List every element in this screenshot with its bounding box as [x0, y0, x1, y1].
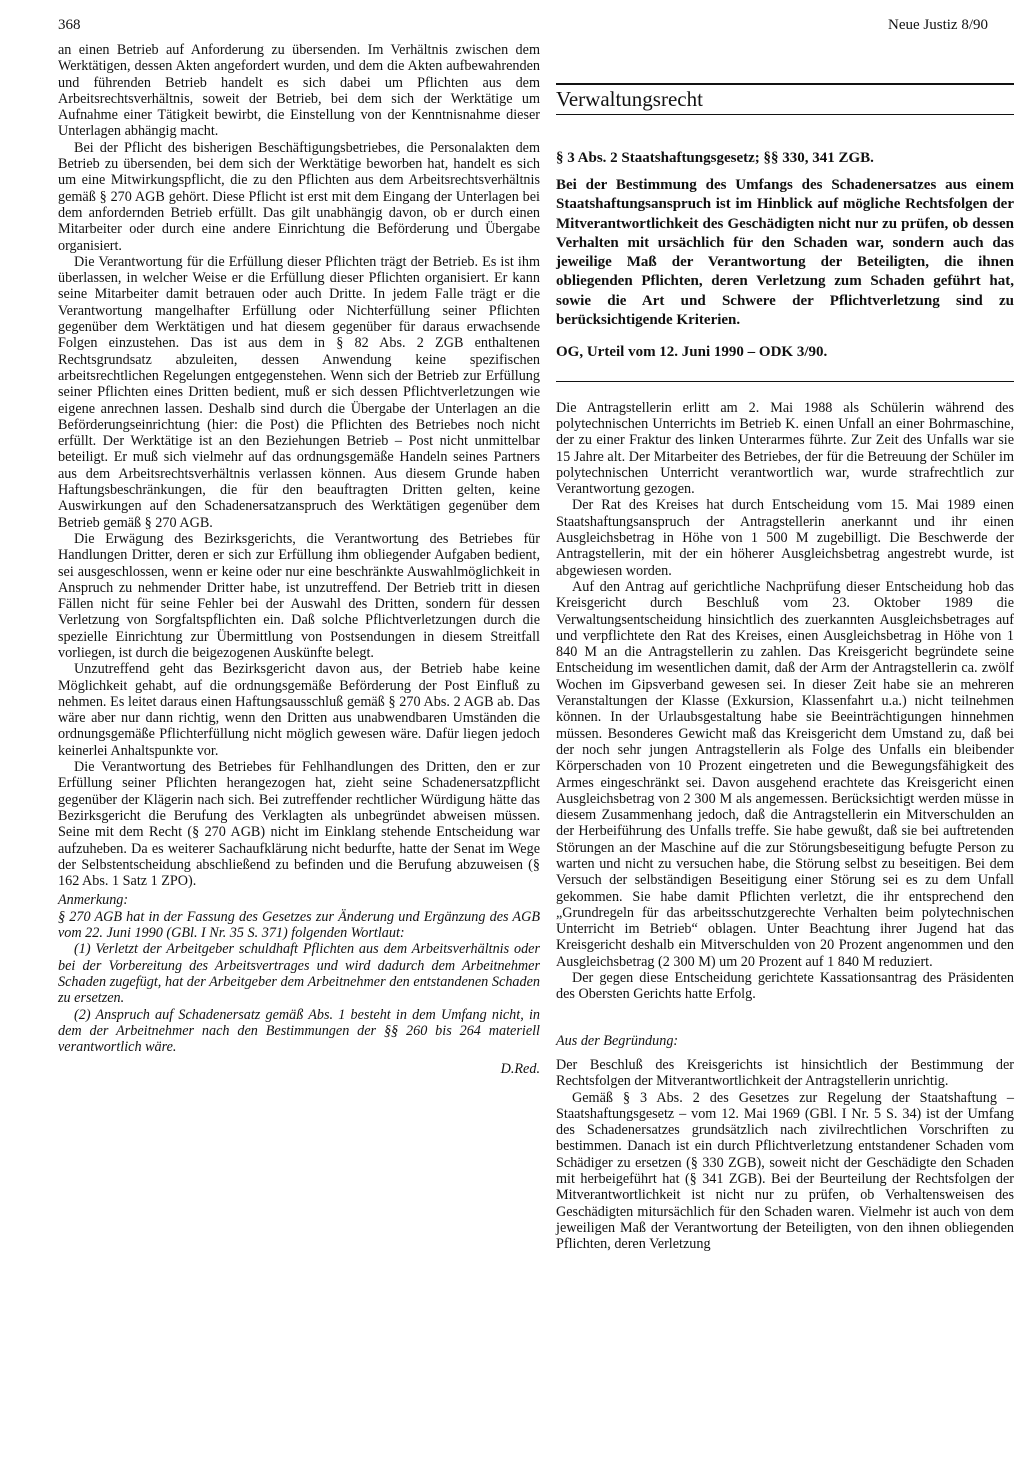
paragraph: Der Beschluß des Kreisgerichts ist hinsichtlich der Bestimmung der Rechtsfolgen der Mitverantwortlichkeit der Antragstellerin unrichtig.	[556, 1056, 1014, 1090]
section-title: Verwaltungsrecht	[556, 86, 1014, 115]
paragraph: Der Rat des Kreises hat durch Entscheidung vom 15. Mai 1989 einen Staatshaftungsanspruch der Antragstellerin anerkannt und ihr einen Ausgleichsbetrag in Höhe von 1 500 M zugebilligt. Die Beschwerde der Antragstellerin, mit der ein höherer Ausgleichsbetrag angestrebt wurde, ist abgewiesen worden.	[556, 497, 1014, 579]
right-column	[556, 86, 1014, 1253]
section-top-rule	[556, 83, 1014, 85]
journal-issue: Neue Justiz 8/90	[888, 17, 988, 33]
spacer	[556, 115, 1014, 149]
annotation-text: (1) Verletzt der Arbeitgeber schuldhaft Pflichten aus dem Arbeitsverhältnis oder bei der Vorbereitung des Arbeitsvertrages und wird dadurch dem Arbeitnehmer Schaden zugefügt, hat der Arbeitgeber dem Arbeitnehmer den entstandenen Schaden zu ersetzen.	[58, 941, 540, 1007]
paragraph: an einen Betrieb auf Anforderung zu übersenden. Im Verhältnis zwischen dem Werktätigen, dessen Akten angefordert wurden, und dem die Akten aufbewahrenden und führenden Betrieb handelt es sich dabei um Pflichten aus dem Arbeitsrechtsverhältnis, soweit der Betrieb, bei dem sich der Werktätige um Aufnahme einer Tätigkeit bewirbt, die Einstellung von der Kenntnisnahme dieser Unterlagen abhängig macht.	[58, 42, 540, 140]
reasoning-heading: Aus der Begründung:	[556, 1032, 679, 1049]
paragraph: Die Antragstellerin erlitt am 2. Mai 1988 als Schülerin während des polytechnischen Unterrichts im Betrieb K. einen Unfall an einer Bohrmaschine, der zu einer Fraktur des linken Unterarmes führte. Zur Zeit des Unfalls war sie 15 Jahre alt. Der Mitarbeiter des Betriebes, der für die Betreuung der Schüler im polytechnischen Unterricht verantwortlich war, wurde strafrechtlich zur Verantwortung gezogen.	[556, 399, 1014, 498]
headnote-lead: § 3 Abs. 2 Staatshaftungsgesetz; §§ 330, 341 ZGB.	[556, 150, 874, 166]
paragraph: Die Verantwortung des Betriebes für Fehlhandlungen des Dritten, den er zur Erfüllung seiner Pflichten herangezogen hat, zieht seine Schadenersatzpflicht gegenüber der Klägerin nach sich. Bei zutreffender rechtlicher Würdigung hätte das Bezirksgericht die Berufung des Verklagten als unbegründet abweisen müssen. Seine mit dem Recht (§ 270 AGB) nicht im Einklang stehende Entscheidung war aufzuheben. Da es weiterer Sachaufklärung nicht bedurfte, hatte der Senat im Wege der Selbstentscheidung abschließend zu befinden und die Berufung abzuweisen (§ 162 Abs. 1 Satz 1 ZPO).	[58, 759, 540, 890]
annotation-text: § 270 AGB hat in der Fassung des Gesetzes zur Änderung und Ergänzung des AGB vom 22. Juni 1990 (GBl. I Nr. 35 S. 371) folgenden Wortlaut:	[58, 908, 540, 942]
paragraph: Die Verantwortung für die Erfüllung dieser Pflichten trägt der Betrieb. Es ist ihm überlassen, in welcher Weise er die Erfüllung dieser Pflichten organisiert. Er kann seine Mitarbeiter damit betrauen oder auch Dritte. In jedem Falle trägt er die Verantwortung mangelhafter Erfüllung oder Nichterfüllung seiner Pflichten gegenüber dem Werktätigen und hat diesem gegenüber für daraus erwachsende Folgen einzustehen. Das ist aus dem in § 82 Abs. 2 ZGB enthaltenen Rechtsgrundsatz abzuleiten, dessen Anwendung keine spezifischen arbeitsrechtlichen Regelungen entgegenstehen. Wenn sich der Betrieb zur Erfüllung seiner Pflichten eines Dritten bedient, muß er sich dessen Pflichtverletzungen wie eigene anrechnen lassen. Deshalb sind durch die Übergabe der Unterlagen an die Beförderungseinrichtung (hier: die Post) die Pflichten des Betriebes noch nicht erfüllt. Der Werktätige ist an den Beziehungen Betrieb – Post nicht unmittelbar beteiligt. Er muß sich vielmehr auf das ordnungsgemäße Handeln seines Partners aus dem Arbeitsrechtsverhältnis verlassen können. Aus diesem Grunde haben Haftungsbeschränkungen, die für den beauftragten Dritten gelten, keine Auswirkungen auf den Schadenersatzanspruch des Werktätigen gegenüber dem Betrieb gemäß § 270 AGB.	[58, 253, 540, 531]
paragraph: Gemäß § 3 Abs. 2 des Gesetzes zur Regelung der Staatshaftung – Staatshaftungsgesetz – vom 12. Mai 1969 (GBl. I Nr. 5 S. 34) ist der Umfang des Schadenersatzes grundsätzlich nach zivilrechtlichen Vorschriften zu bestimmen. Danach ist ein durch Pflichtverletzung entstandener Schaden vom Schädiger zu ersetzen (§ 330 ZGB), soweit nicht der Geschädigte den Schaden mit herbeigeführt hat (§ 341 ZGB). Bei der Beurteilung der Rechtsfolgen der Mitverantwortlichkeit ist nicht nur zu prüfen, ob Verhaltensweisen des Geschädigten mitursächlich für den Schaden waren. Vielmehr ist auch von dem jeweiligen Maß der Verantwortung der Beteiligten, von den ihnen obliegenden Pflichten, deren Verletzung	[556, 1089, 1014, 1253]
left-column	[58, 42, 540, 1078]
signature: D.Red.	[500, 1061, 540, 1078]
paragraph: Bei der Pflicht des bisherigen Beschäftigungsbetriebes, die Personalakten dem Betrieb zu übersenden, bei dem sich der Werktätige beworben hat, handelt es sich um eine Mitwirkungspflicht, die zu den Pflichten aus dem Arbeitsrechtsverhältnis gemäß § 270 AGB gehört. Diese Pflicht ist erst mit dem Eingang der Unterlagen bei dem anfordernden Betrieb erfüllt. Das gilt unabhängig davon, ob er durch einen Mitarbeiter oder durch eine andere Einrichtung die Beförderung und Übergabe organisiert.	[58, 139, 540, 254]
annotation-text: (2) Anspruch auf Schadenersatz gemäß Abs. 1 besteht in dem Umfang nicht, in dem der Arbeitnehmer nach den Bestimmungen der §§ 260 bis 264 materiell verantwortlich wäre.	[58, 1006, 540, 1056]
headnote: Bei der Bestimmung des Umfangs des Schadenersatzes aus einem Staatshaftungsanspruch ist im Hinblick auf mögliche Rechtsfolgen der Mitverantwortlichkeit des Geschädigten nicht nur zu prüfen, ob dessen Verhalten mit ursächlich für den Schaden war, sondern auch das jeweilige Maß der Verantwortung der Beteiligten, die ihnen obliegenden Pflichten, deren Verletzung zum Schaden geführt hat, sowie die Art und Schwere der Pflichtverletzung sind zu berücksichtigende Kriterien.	[556, 177, 1014, 329]
page-number: 368	[58, 17, 81, 33]
divider	[556, 381, 1014, 382]
paragraph: Unzutreffend geht das Bezirksgericht davon aus, der Betrieb habe keine Möglichkeit gehabt, auf die ordnungsgemäße Beförderung der Post Einfluß zu nehmen. Es leitet daraus einen Haftungsausschluß gemäß § 270 Abs. 2 AGB ab. Das wäre aber nur dann richtig, wenn den Dritten aus unabwendbaren Umständen die ordnungsgemäße Pflichterfüllung nicht möglich gewesen wäre. Dafür liegen jedoch keinerlei Anhaltspunkte vor.	[58, 661, 540, 759]
paragraph: Der gegen diese Entscheidung gerichtete Kassationsantrag des Präsidenten des Obersten Gerichts hatte Erfolg.	[556, 970, 1014, 1003]
paragraph: Die Erwägung des Bezirksgerichts, die Verantwortung des Betriebes für Handlungen Dritter, deren er sich zur Erfüllung ihm obliegender Aufgaben bedient, sei ausgeschlossen, wenn er keine oder nur eine beschränkte Auswahlmöglichkeit in Anspruch zu nehmender Dritter habe, ist unzutreffend. Der Betrieb tritt in diesen Fällen nicht für seine Fehler bei der Auswahl des Dritten, sondern für dessen Verletzung von Sorgfaltspflichten ein. Daß solche Pflichtverletzungen durch die spezielle Einrichtung zur Übermittlung von Postsendungen in diesem Streitfall vorliegen, ist durch die beigezogenen Auskünfte belegt.	[58, 530, 540, 661]
paragraph: Auf den Antrag auf gerichtliche Nachprüfung dieser Entscheidung hob das Kreisgericht durch Beschluß vom 23. Oktober 1989 die Verwaltungsentscheidung hinsichtlich des zuerkannten Ausgleichsbetrages auf und verpflichtete den Rat des Kreises, einen Ausgleichsbetrag in Höhe von 1 840 M an die Antragstellerin zu zahlen. Das Kreisgericht begründete seine Entscheidung im wesentlichen damit, daß der Arm der Antragstellerin ca. zwölf Wochen im Gipsverband gewesen sei. In dieser Zeit habe sie an mehreren Veranstaltungen der Klasse (Exkursion, Klassenfahrt u.a.) nicht teilnehmen können. In der Urlaubsgestaltung habe sie Beeinträchtigungen hinnehmen müssen. Besonderes Gewicht maß das Kreisgericht dem Umstand zu, daß bei der noch sehr jungen Antragstellerin als Folge des Unfalls ein bleibender Körperschaden von 10 Prozent eingetreten und die Bewegungsfähigkeit des Armes eingeschränkt sei. Davon ausgehend erachtete das Kreisgericht einen Ausgleichsbetrag von 2 300 M als angemessen. Berücksichtigt werden müsse in diesem Zusammenhang jedoch, daß die Antragstellerin ein Mitverschulden an der Herbeiführung des Unfalls treffe. Sie habe gewußt, daß sie bei auftretenden Störungen an der Maschine auf die zur Störungsbeseitigung befugte Person zu warten und nicht zu versuchen habe, die Störung selbst zu beseitigen. Bei dem Versuch der selbständigen Beseitigung einer Störung sei es zu dem Unfall gekommen. Sie habe damit Pflichten verletzt, die ihr entsprechend den „Grundregeln für das arbeitsschutzgerechte Verhalten beim polytechnischen Unterricht im Betrieb“ oblagen. Unter Beachtung ihrer Jugend hat das Kreisgericht deshalb ein Mitverschulden von 20 Prozent angenommen und den Ausgleichsbetrag (2 300 M) um 20 Prozent auf 1 840 M reduziert.	[556, 578, 1014, 970]
citation: OG, Urteil vom 12. Juni 1990 – ODK 3/90.	[556, 344, 828, 361]
annotation-label: Anmerkung:	[58, 892, 129, 909]
